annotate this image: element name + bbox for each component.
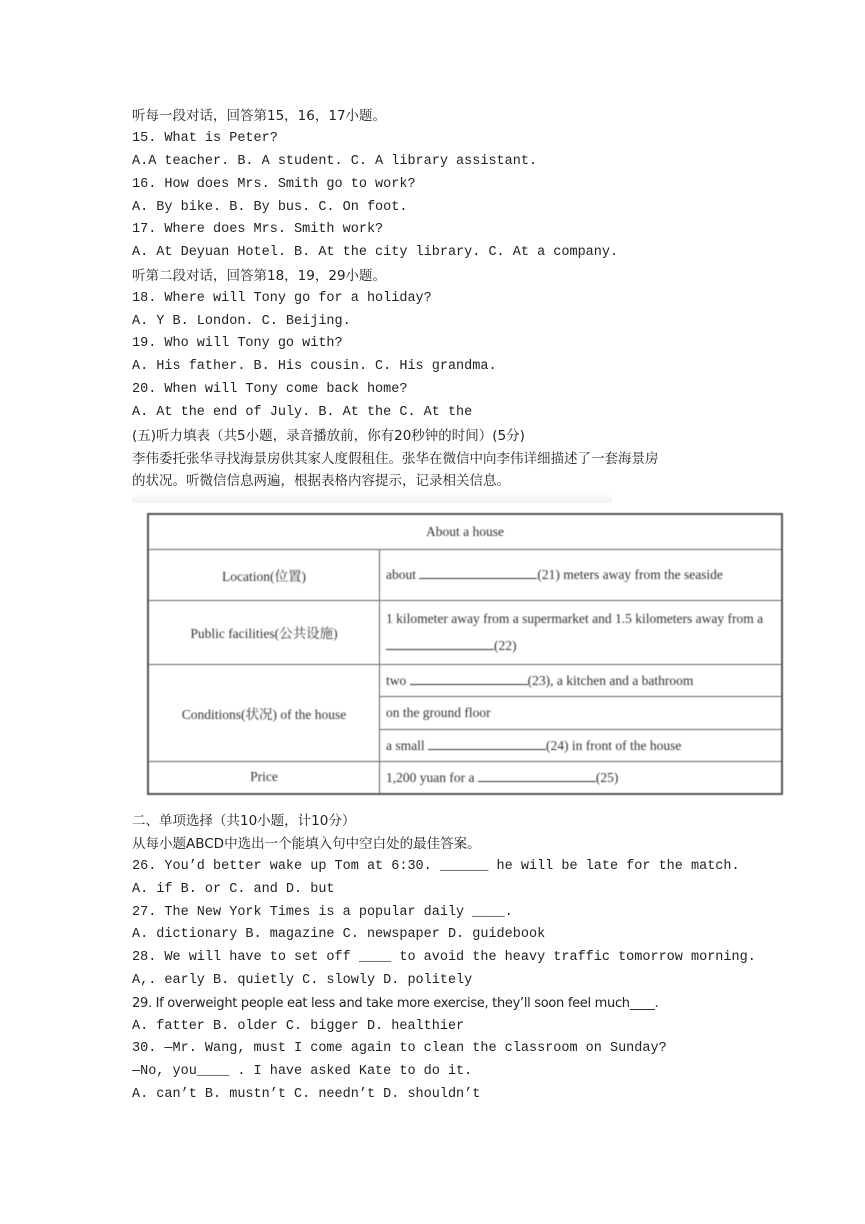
options-27: A. dictionary B. magazine C. newspaper D. guidebook <box>132 927 546 942</box>
question-20: 20. When will Tony come back home? <box>132 382 408 397</box>
house-info-table-image <box>147 513 783 795</box>
question-29: 29. If overweight people eat less and take more exercise, they’ll soon feel much____. <box>132 996 659 1011</box>
table-title: About a house <box>148 514 782 550</box>
row-label-facilities: Public facilities(公共设施) <box>148 600 380 664</box>
question-15: 15. What is Peter? <box>132 131 278 146</box>
house-info-table <box>147 513 783 795</box>
row-content-location: about (21) meters away from the seaside <box>380 550 783 600</box>
question-17: 17. Where does Mrs. Smith work? <box>132 222 384 237</box>
question-28: 28. We will have to set off ____ to avoid the heavy traffic tomorrow morning. <box>132 950 756 965</box>
options-26: A. if B. or C. and D. but <box>132 882 335 897</box>
question-27: 27. The New York Times is a popular daily ____. <box>132 905 513 920</box>
blank-21 <box>419 566 537 579</box>
options-28: A,. early B. quietly C. slowly D. politely <box>132 973 473 988</box>
scan-artifact <box>132 493 612 503</box>
question-16: 16. How does Mrs. Smith go to work? <box>132 177 416 192</box>
question-19: 19. Who will Tony go with? <box>132 336 343 351</box>
row-content-conditions-3: a small (24) in front of the house <box>380 729 783 761</box>
question-26: 26. You’d better wake up Tom at 6:30. ______ he will be late for the match. <box>132 859 740 874</box>
options-20: A. At the end of July. B. At the C. At the <box>132 405 473 420</box>
blank-25 <box>478 769 596 782</box>
row-content-facilities: 1 kilometer away from a supermarket and 1.5 kilometers away from a (22) <box>380 600 783 664</box>
blank-22 <box>386 637 494 650</box>
options-18: A. Y B. London. C. Beijing. <box>132 314 351 329</box>
section-five-desc-2: 的状况。听微信信息两遍，根据表格内容提示，记录相关信息。 <box>132 473 510 489</box>
section-two-instructions: 从每小题ABCD中选出一个能填入句中空白处的最佳答案。 <box>132 836 481 852</box>
blank-24 <box>428 737 546 750</box>
question-18: 18. Where will Tony go for a holiday? <box>132 291 432 306</box>
options-29: A. fatter B. older C. bigger D. healthier <box>132 1019 465 1034</box>
row-content-conditions-2: on the ground floor <box>380 697 783 729</box>
row-content-conditions-1: two (23), a kitchen and a bathroom <box>380 665 783 697</box>
section-two-heading: 二、单项选择（共10小题，计10分） <box>132 813 356 829</box>
row-label-location: Location(位置) <box>148 550 380 600</box>
section-intro-18-20: 听第二段对话，回答第18，19，29小题。 <box>132 268 387 284</box>
row-label-price: Price <box>148 761 380 794</box>
question-30: 30. —Mr. Wang, must I come again to clean the classroom on Sunday? <box>132 1041 667 1056</box>
blank-23 <box>410 672 528 685</box>
section-intro-15-17: 听每一段对话，回答第15，16，17小题。 <box>132 108 387 124</box>
question-30-reply: —No, you____ . I have asked Kate to do it. <box>132 1064 473 1079</box>
section-five-heading: (五)听力填表（共5小题，录音播放前，你有20秒钟的时间）(5分) <box>132 428 525 444</box>
options-19: A. His father. B. His cousin. C. His grandma. <box>132 359 497 374</box>
row-content-price: 1,200 yuan for a (25) <box>380 761 783 794</box>
row-label-conditions: Conditions(状况) of the house <box>148 665 380 762</box>
options-15: A.A teacher. B. A student. C. A library assistant. <box>132 154 538 169</box>
options-17: A. At Deyuan Hotel. B. At the city library. C. At a company. <box>132 245 619 260</box>
options-16: A. By bike. B. By bus. C. On foot. <box>132 200 408 215</box>
options-30: A. can’t B. mustn’t C. needn’t D. shouldn’t <box>132 1087 481 1102</box>
section-five-desc-1: 李伟委托张华寻找海景房供其家人度假租住。张华在微信中向李伟详细描述了一套海景房 <box>132 451 659 467</box>
